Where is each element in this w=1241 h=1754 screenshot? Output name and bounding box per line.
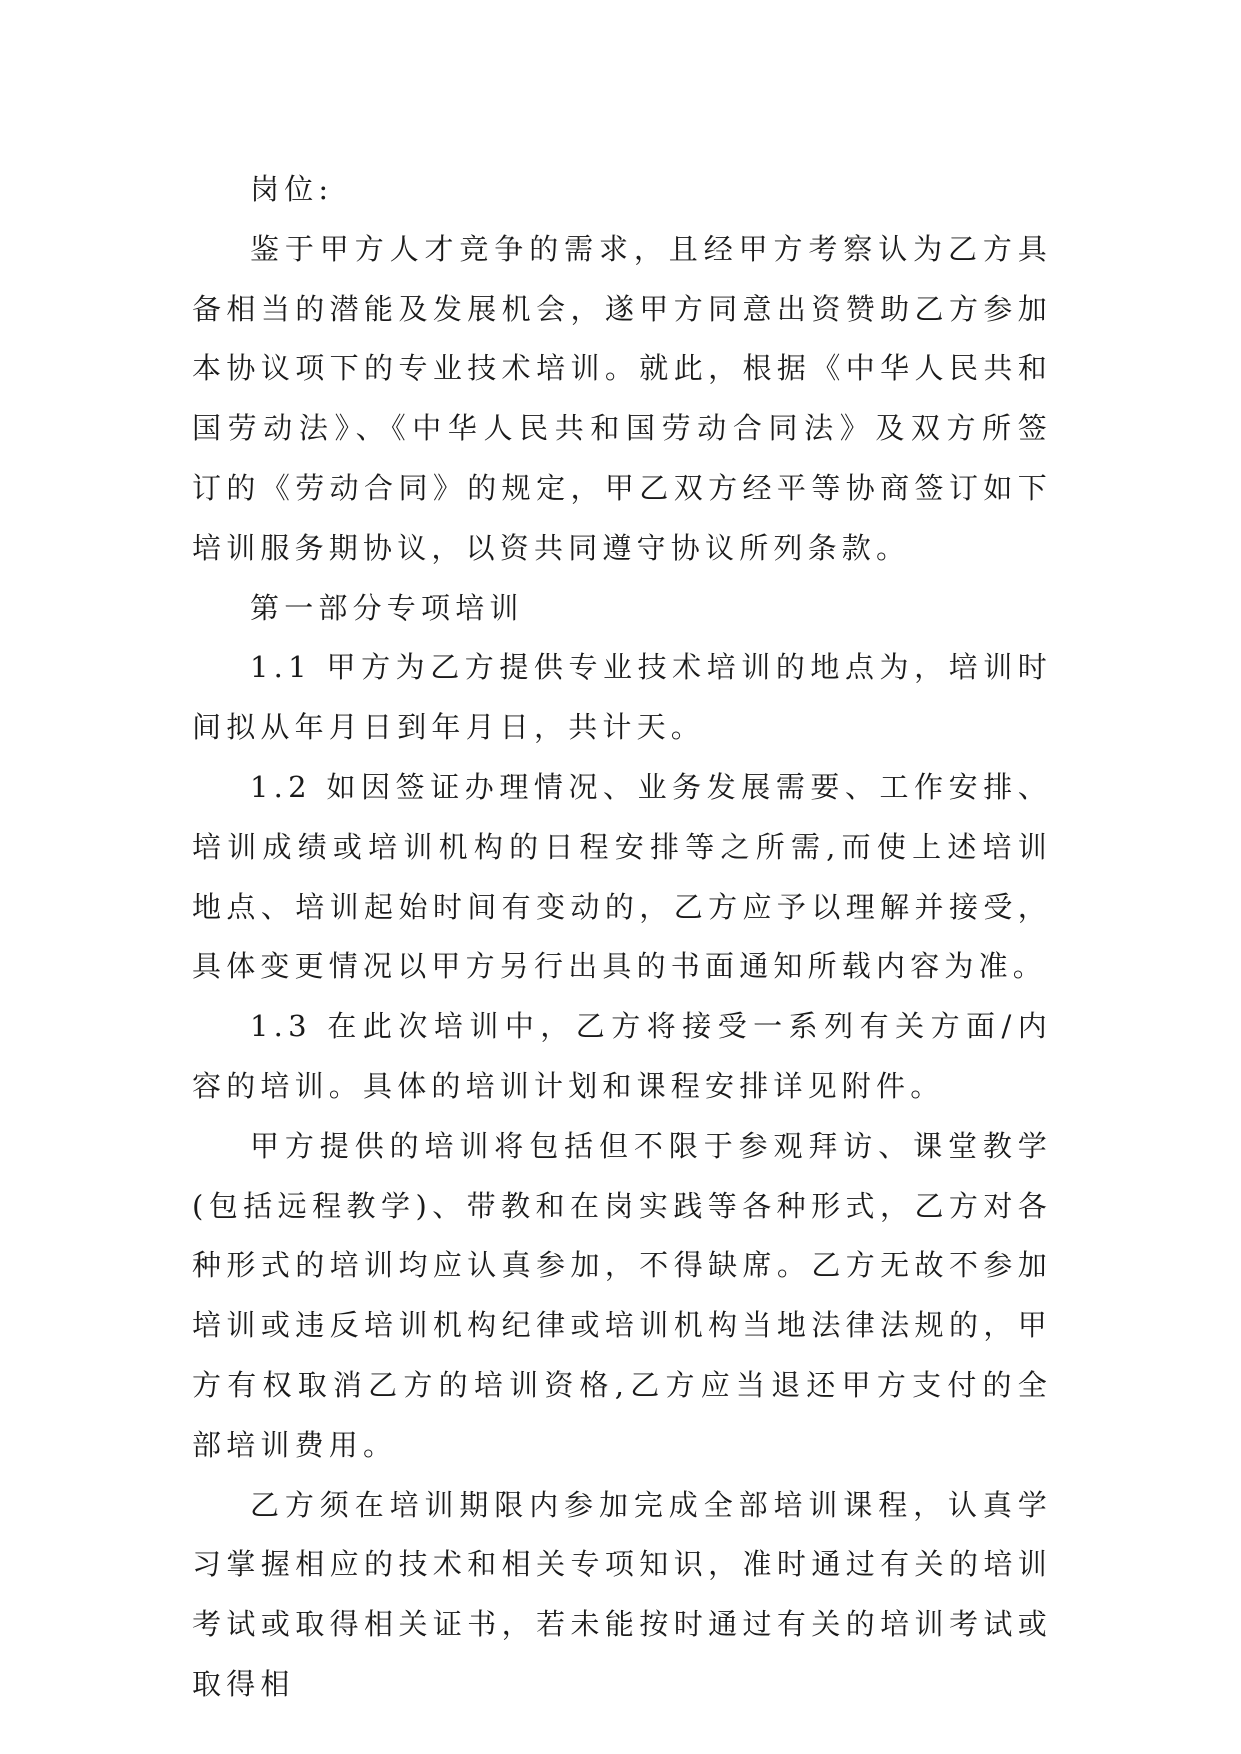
paragraph-training-forms: 甲方提供的培训将包括但不限于参观拜访、课堂教学(包括远程教学)、带教和在岗实践等各种形式，乙方对各种形式的培训均应认真参加，不得缺席。乙方无故不参加培训或违反培训机构纪律或培训机构当地法律法规的，甲方有权取消乙方的培训资格,乙方应当退还甲方支付的全部培训费用。: [192, 1128, 1052, 1462]
section-heading-part-one: 第一部分专项培训: [250, 590, 524, 625]
paragraph-position: 岗位:: [250, 172, 334, 206]
paragraph-preamble: 鉴于甲方人才竞争的需求，且经甲方考察认为乙方具备相当的潜能及发展机会，遂甲方同意出资赞助乙方参加本协议项下的专业技术培训。就此，根据《中华人民共和国劳动法》、《中华人民共和国劳动合同法》及双方所签订的《劳动合同》的规定，甲乙双方经平等协商签订如下培训服务期协议，以资共同遵守协议所列条款。: [192, 231, 1052, 565]
clause-1-2: 1.2 如因签证办理情况、业务发展需要、工作安排、培训成绩或培训机构的日程安排等之所需,而使上述培训地点、培训起始时间有变动的，乙方应予以理解并接受，具体变更情况以甲方另行出具的书面通知所载内容为准。: [192, 769, 1052, 984]
paragraph-training-completion: 乙方须在培训期限内参加完成全部培训课程，认真学习掌握相应的技术和相关专项知识，准时通过有关的培训考试或取得相关证书，若未能按时通过有关的培训考试或取得相: [192, 1487, 1052, 1701]
document-body: [192, 160, 1052, 1715]
clause-1-1: 1.1 甲方为乙方提供专业技术培训的地点为，培训时间拟从年月日到年月日，共计天。: [192, 650, 1052, 745]
clause-1-3: 1.3 在此次培训中，乙方将接受一系列有关方面/内容的培训。具体的培训计划和课程安排详见附件。: [192, 1009, 1052, 1103]
